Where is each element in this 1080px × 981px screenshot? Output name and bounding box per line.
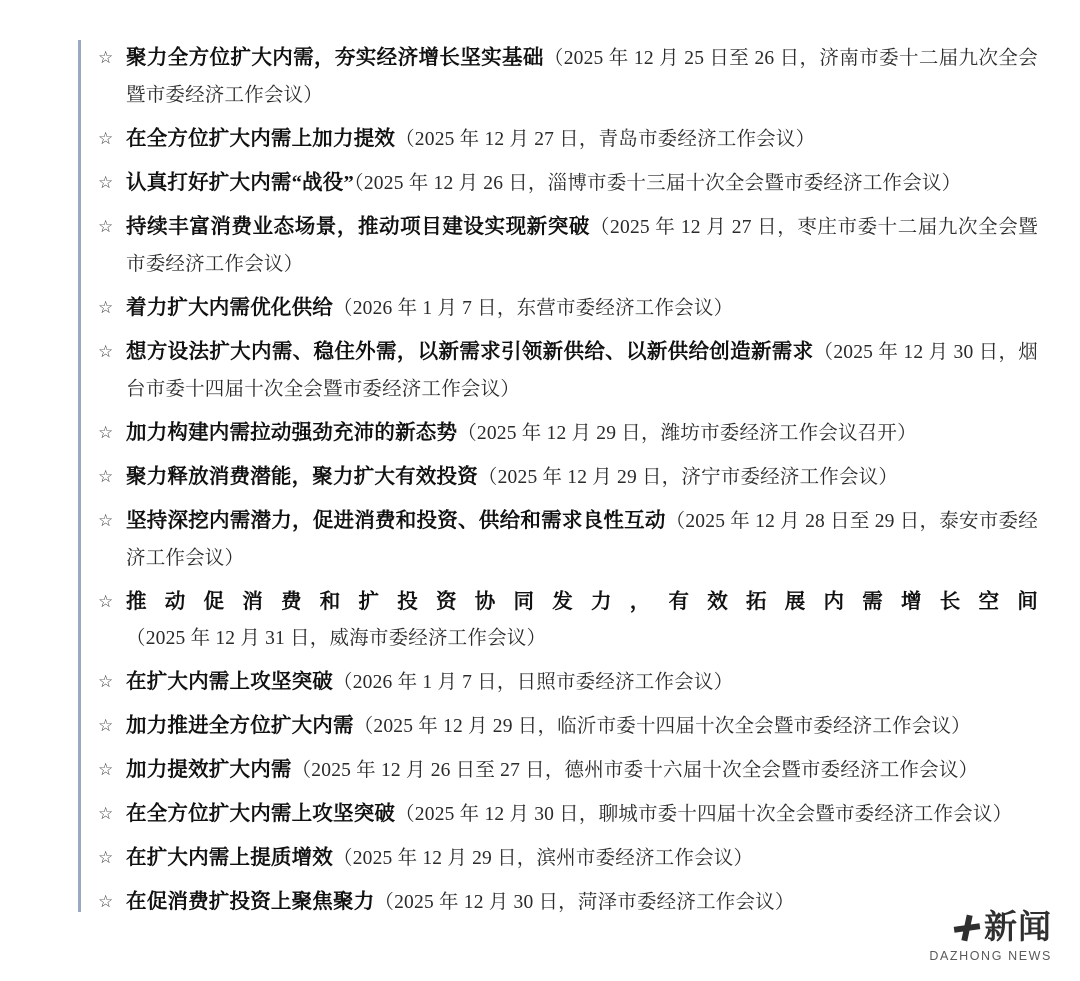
list-item-headline: 在扩大内需上攻坚突破 — [126, 671, 333, 693]
star-icon: ☆ — [98, 217, 114, 237]
list-item[interactable] — [98, 503, 1038, 577]
list-item-headline: 加力提效扩大内需 — [126, 759, 292, 781]
list-item-headline: 想方设法扩大内需、稳住外需，以新需求引领新供给、以新供给创造新需求 — [126, 341, 814, 363]
star-icon: ☆ — [98, 804, 114, 824]
list-item-meta: （2025 年 12 月 29 日，临沂市委十四届十次全会暨市委经济工作会议） — [353, 716, 971, 737]
list-item-text — [126, 459, 1038, 496]
watermark-brand-cn: 新闻 — [984, 910, 1052, 946]
headline-list — [98, 40, 1038, 928]
list-item-meta: （2025 年 12 月 29 日，济宁市委经济工作会议） — [477, 467, 899, 488]
star-icon: ☆ — [98, 672, 114, 692]
list-item-text — [126, 503, 1038, 577]
star-icon: ☆ — [98, 129, 114, 149]
list-item-text — [126, 334, 1038, 408]
list-item-headline: 在全方位扩大内需上加力提效 — [126, 128, 396, 150]
list-item-headline: 着力扩大内需优化供给 — [126, 297, 333, 319]
star-icon: ☆ — [98, 892, 114, 912]
list-item-meta: （2025 年 12 月 28 日至 29 日，泰安市委经济工作会议） — [126, 511, 1038, 569]
dazhong-mark-icon — [954, 915, 980, 941]
list-item-meta: （2025 年 12 月 26 日，淄博市委十三届十次全会暨市委经济工作会议） — [353, 173, 962, 194]
list-item[interactable] — [98, 459, 1038, 496]
list-item-text — [126, 708, 1038, 745]
list-item[interactable] — [98, 584, 1038, 657]
list-item[interactable] — [98, 796, 1038, 833]
star-icon: ☆ — [98, 760, 114, 780]
star-icon: ☆ — [98, 848, 114, 868]
list-item-headline: 在促消费扩投资上聚焦聚力 — [126, 891, 375, 913]
list-item[interactable] — [98, 165, 1038, 202]
list-item-meta: （2025 年 12 月 27 日，青岛市委经济工作会议） — [395, 129, 816, 150]
list-item-headline: 在扩大内需上提质增效 — [126, 847, 333, 869]
list-item-text — [126, 664, 1038, 701]
list-item-text — [126, 209, 1038, 283]
star-icon: ☆ — [98, 48, 114, 68]
star-icon: ☆ — [98, 173, 114, 193]
list-item-text — [126, 40, 1038, 114]
list-item-headline: 聚力全方位扩大内需，夯实经济增长坚实基础 — [126, 47, 544, 69]
list-item-headline: 在全方位扩大内需上攻坚突破 — [126, 803, 396, 825]
star-icon: ☆ — [98, 467, 114, 487]
star-icon: ☆ — [98, 716, 114, 736]
list-item-meta: （2025 年 12 月 25 日至 26 日，济南市委十二届九次全会暨市委经济工作会议） — [126, 48, 1038, 106]
list-item[interactable] — [98, 209, 1038, 283]
list-item-headline: 推动促消费和扩投资协同发力，有效拓展内需增长空间 — [126, 591, 1038, 613]
list-item[interactable] — [98, 415, 1038, 452]
list-item[interactable] — [98, 40, 1038, 114]
list-item-headline: 持续丰富消费业态场景，推动项目建设实现新突破 — [126, 216, 590, 238]
list-item-headline: 加力构建内需拉动强劲充沛的新态势 — [126, 422, 458, 444]
list-item-headline: 加力推进全方位扩大内需 — [126, 715, 354, 737]
list-item[interactable] — [98, 840, 1038, 877]
list-item-headline: 聚力释放消费潜能，聚力扩大有效投资 — [126, 466, 478, 488]
list-item-meta: （2026 年 1 月 7 日，东营市委经济工作会议） — [333, 298, 734, 319]
watermark-logo — [862, 901, 1052, 963]
list-item[interactable] — [98, 752, 1038, 789]
star-icon: ☆ — [98, 592, 114, 612]
list-item-meta: （2025 年 12 月 29 日，滨州市委经济工作会议） — [333, 848, 754, 869]
list-item-meta: （2025 年 12 月 30 日，菏泽市委经济工作会议） — [374, 892, 795, 913]
star-icon: ☆ — [98, 342, 114, 362]
list-item-meta: （2025 年 12 月 31 日，威海市委经济工作会议） — [126, 628, 547, 649]
list-item-text — [126, 796, 1038, 833]
list-item-meta: （2025 年 12 月 30 日，烟台市委十四届十次全会暨市委经济工作会议） — [126, 342, 1038, 400]
list-item[interactable] — [98, 664, 1038, 701]
list-item[interactable] — [98, 334, 1038, 408]
list-item[interactable] — [98, 708, 1038, 745]
list-item[interactable] — [98, 290, 1038, 327]
list-item-meta: （2025 年 12 月 27 日，枣庄市委十二届九次全会暨市委经济工作会议） — [126, 217, 1038, 275]
list-item-meta: （2026 年 1 月 7 日，日照市委经济工作会议） — [333, 672, 734, 693]
list-item-text — [126, 415, 1038, 452]
watermark-brand-en: DAZHONG NEWS — [929, 949, 1052, 963]
star-icon: ☆ — [98, 511, 114, 531]
list-item-text — [126, 752, 1038, 789]
list-item-text — [126, 290, 1038, 327]
list-item-meta: （2025 年 12 月 29 日，潍坊市委经济工作会议召开） — [457, 423, 917, 444]
list-item-text — [126, 840, 1038, 877]
list-item-meta: （2025 年 12 月 30 日，聊城市委十四届十次全会暨市委经济工作会议） — [395, 804, 1013, 825]
left-accent-rule — [78, 40, 81, 912]
list-item-text — [126, 165, 1038, 202]
list-item-text — [126, 121, 1038, 158]
list-item-headline: 认真打好扩大内需“战役” — [126, 172, 354, 194]
star-icon: ☆ — [98, 423, 114, 443]
watermark-brand-row — [954, 909, 1052, 947]
list-item-text — [126, 584, 1038, 657]
list-item-meta: （2025 年 12 月 26 日至 27 日，德州市委十六届十次全会暨市委经济工作会议） — [291, 760, 979, 781]
star-icon: ☆ — [98, 298, 114, 318]
list-item[interactable] — [98, 121, 1038, 158]
list-item-headline: 坚持深挖内需潜力，促进消费和投资、供给和需求良性互动 — [126, 510, 666, 532]
